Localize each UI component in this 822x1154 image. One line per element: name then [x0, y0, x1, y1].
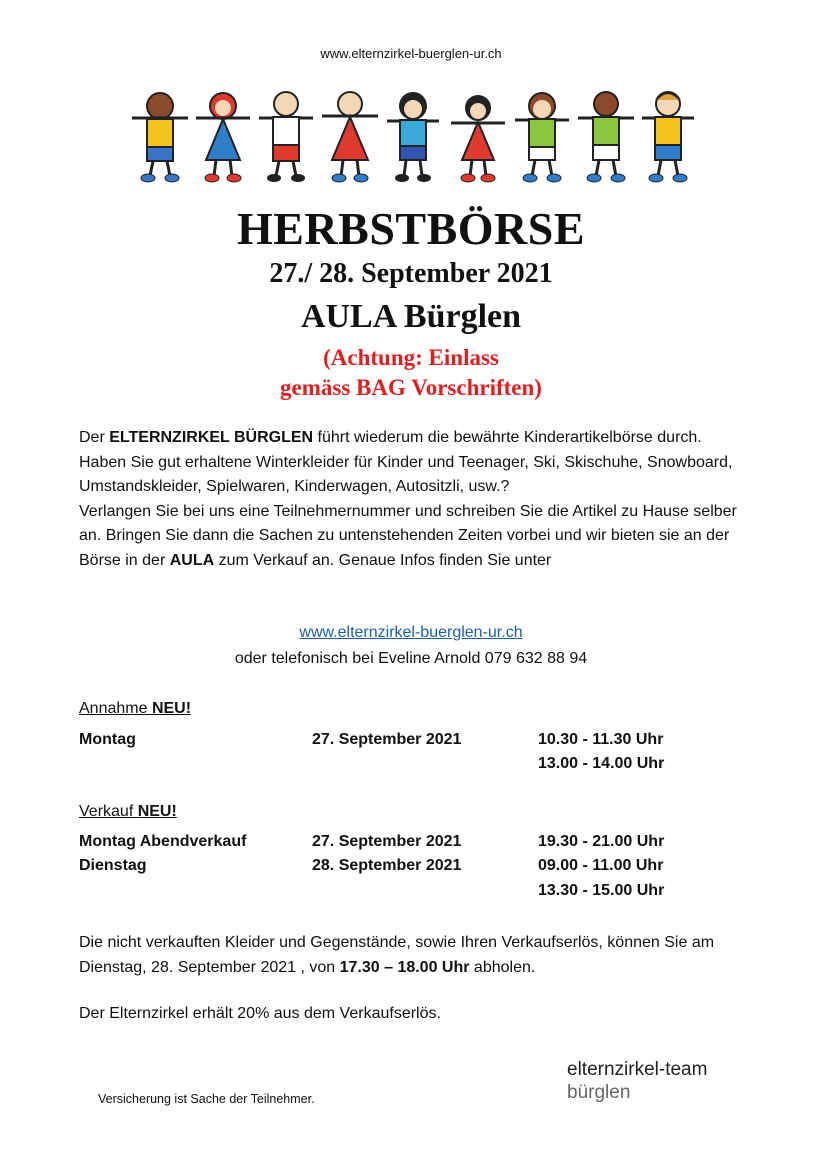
event-venue: AULA Bürglen — [300, 298, 522, 335]
verkauf-new-badge: NEU! — [137, 803, 177, 820]
child-figure-6 — [451, 96, 505, 182]
pickup-time: 17.30 – 18.00 Uhr — [339, 959, 470, 976]
pickup-info: Die nicht verkauften Kleider und Gegenstände, sowie Ihren Verkaufserlös, können Sie am Dienstag, 28. September 2021 , von 17.30 – 18.00 Uhr abholen. — [79, 934, 715, 976]
commission-info: Der Elternzirkel erhält 20% aus dem Verkaufserlös. — [79, 1005, 441, 1022]
child-figure-1 — [132, 93, 188, 182]
schedule-time: 10.30 - 11.30 Uhr — [538, 731, 664, 748]
schedule-day: Montag Abendverkauf — [79, 833, 247, 850]
logo-line-1: elternzirkel-team — [567, 1059, 708, 1080]
website-link-line — [0, 624, 822, 642]
annahme-heading: Annahme NEU! — [79, 700, 192, 717]
phone-contact: oder telefonisch bei Eveline Arnold 079 632 88 94 — [234, 650, 588, 667]
child-figure-7 — [515, 93, 569, 182]
intro-paragraph-3: Verlangen Sie bei uns eine Teilnehmernummer und schreiben Sie die Artikel zu Hause selber an. Bringen Sie dann die Sachen zu untenstehenden Zeiten vorbei und wir bieten sie an der Börse in der AULA zum Verkauf an. Genaue Infos finden Sie unter — [79, 502, 737, 569]
event-date: 27./ 28. September 2021 — [269, 258, 553, 289]
schedule-date: 27. September 2021 — [312, 731, 462, 748]
org-name: ELTERNZIRKEL BÜRGLEN — [109, 429, 314, 446]
notice-line-2: gemäss BAG Vorschriften) — [280, 375, 542, 400]
logo-line-2: bürglen — [567, 1082, 631, 1103]
annahme-new-badge: NEU! — [151, 700, 192, 717]
child-figure-3 — [259, 92, 313, 182]
intro-text — [79, 426, 744, 573]
schedule-time: 13.00 - 14.00 Uhr — [538, 755, 665, 772]
child-figure-9 — [642, 92, 694, 182]
child-figure-4 — [322, 92, 378, 182]
schedule-date: 28. September 2021 — [312, 857, 462, 874]
children-banner-image — [128, 88, 698, 184]
intro-paragraph-1: Der ELTERNZIRKEL BÜRGLEN führt wiederum die bewährte Kinderartikelbörse durch. — [79, 429, 702, 446]
schedule-day: Montag — [79, 731, 136, 748]
insurance-note: Versicherung ist Sache der Teilnehmer. — [98, 1092, 315, 1106]
org-logo — [567, 1058, 707, 1104]
child-figure-2 — [196, 93, 250, 182]
child-figure-8 — [578, 92, 634, 182]
schedule-time: 13.30 - 15.00 Uhr — [538, 882, 665, 899]
page-title: HERBSTBÖRSE — [236, 203, 586, 254]
schedule-day: Dienstag — [79, 857, 147, 874]
covid-notice — [0, 343, 822, 403]
schedule-time: 09.00 - 11.00 Uhr — [538, 857, 664, 874]
schedule-time: 19.30 - 21.00 Uhr — [538, 833, 665, 850]
intro-paragraph-2: Haben Sie gut erhaltene Winterkleider für Kinder und Teenager, Ski, Skischuhe, Snowboard, Umstandskleider, Spielwaren, Kinderwagen, Autositzli, usw.? — [79, 453, 733, 495]
venue-name: AULA — [169, 551, 215, 569]
schedule-date: 27. September 2021 — [312, 833, 462, 850]
notice-line-1: (Achtung: Einlass — [323, 345, 499, 370]
verkauf-heading: Verkauf NEU! — [79, 803, 177, 820]
child-figure-5 — [387, 93, 439, 182]
website-link[interactable]: www.elternzirkel-buerglen-ur.ch — [299, 624, 523, 641]
header-url: www.elternzirkel-buerglen-ur.ch — [320, 46, 502, 61]
